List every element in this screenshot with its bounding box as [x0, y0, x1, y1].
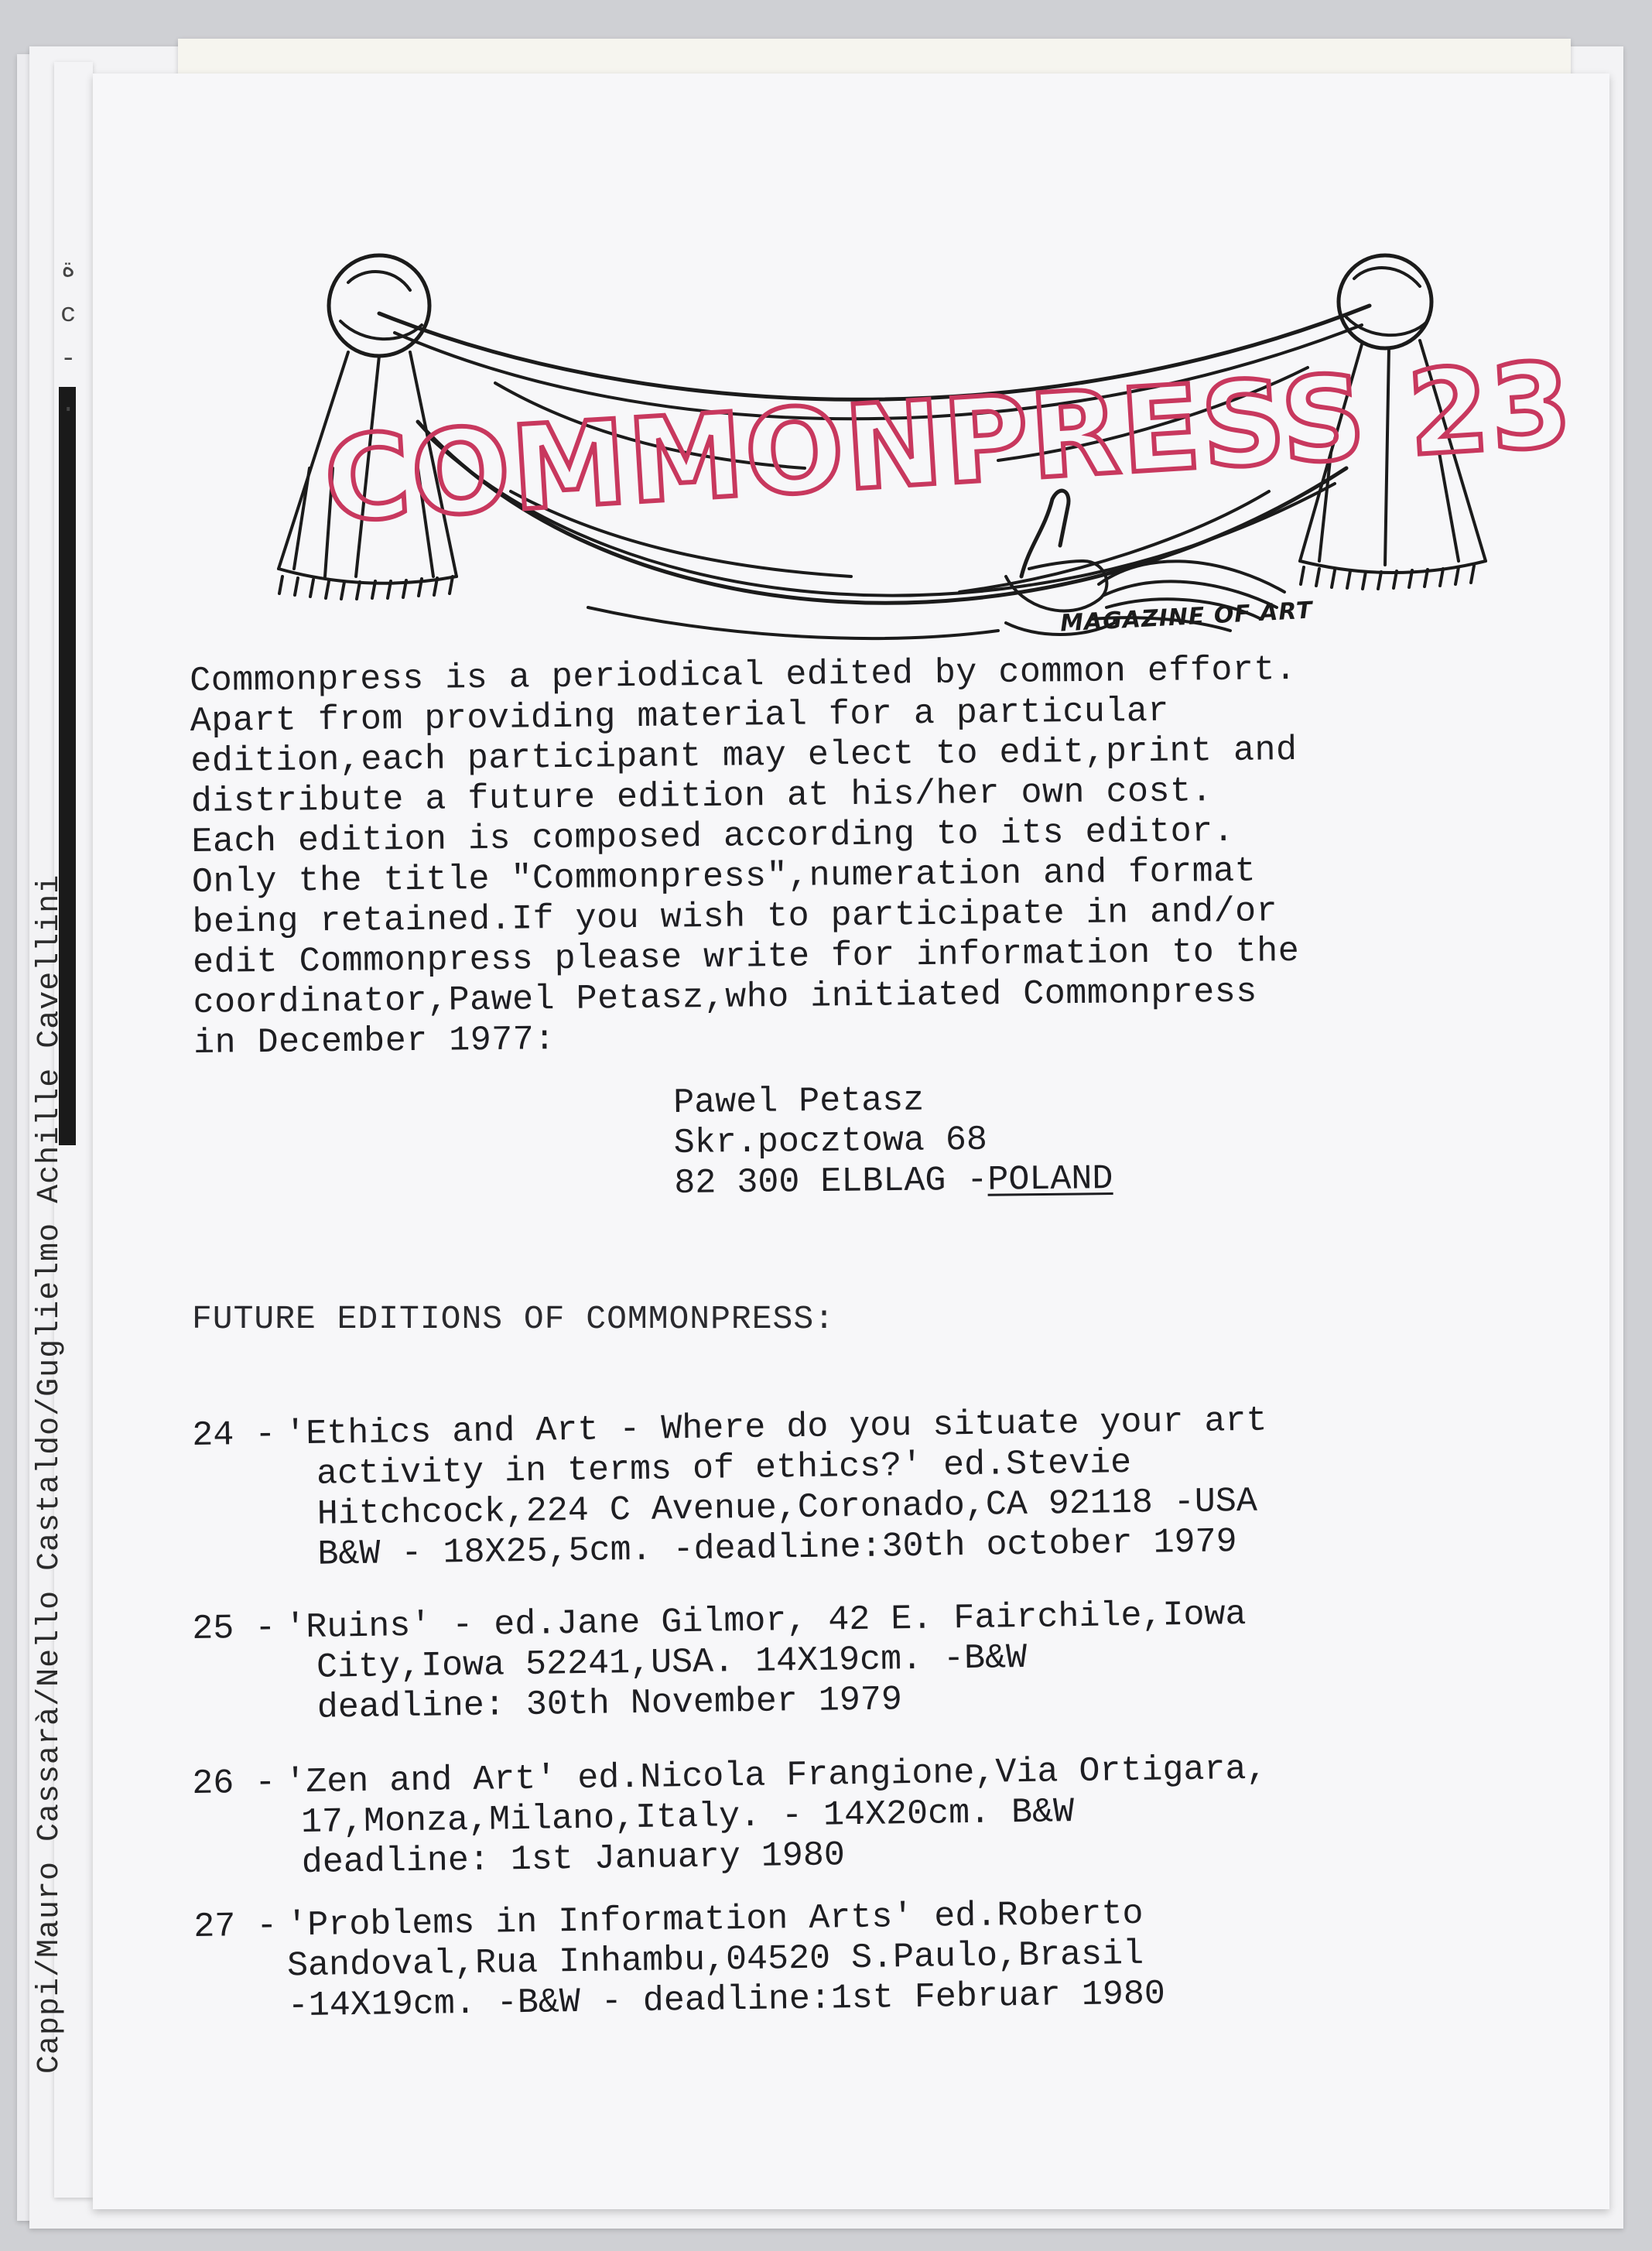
edition-line: B&W - 18X25,5cm. -deadline:30th october 1979 — [317, 1522, 1237, 1575]
intro-line: distribute a future edition at his/her own cost. — [190, 771, 1213, 822]
intro-line: in December 1977: — [193, 1020, 556, 1063]
intro-line: Each edition is composed according to its editor. — [191, 811, 1235, 862]
address-city — [674, 1159, 1113, 1204]
future-editions-heading: FUTURE EDITIONS OF COMMONPRESS: — [192, 1300, 835, 1338]
edition-line: 'Zen and Art' ed.Nicola Frangione,Via Ortigara, — [284, 1749, 1267, 1803]
intro-paragraph — [190, 650, 1301, 1064]
intro-line: Commonpress is a periodical edited by common effort. — [190, 650, 1297, 701]
spine-text: Cappi/Mauro Cassarà/Nello Castaldo/Guglielmo Achille Cavellini — [32, 874, 67, 2074]
intro-line: edit Commonpress please write for information to the — [192, 932, 1300, 983]
address-country: POLAND — [987, 1159, 1113, 1200]
edition-body — [284, 1401, 1269, 1575]
logo-tagline: MAGAZINE OF ART — [1059, 597, 1314, 638]
edition-line: -14X19cm. -B&W - deadline:1st Februar 1980 — [287, 1974, 1166, 2027]
logo-title: COMMONPRESS 23 — [320, 337, 1577, 549]
edition-number: 27 - — [193, 1906, 278, 1947]
intro-line: Apart from providing material for a particular — [190, 691, 1170, 741]
spine-mark: . — [60, 390, 77, 419]
intro-line: coordinator,Pawel Petasz,who initiated Commonpress — [193, 972, 1258, 1023]
spine-mark: ة — [60, 255, 77, 285]
edition-line: activity in terms of ethics?' ed.Stevie — [316, 1443, 1132, 1494]
edition-line: City,Iowa 52241,USA. 14X19cm. -B&W — [316, 1637, 1028, 1688]
intro-line: edition,each participant may elect to edit,print and — [190, 730, 1298, 782]
edition-line: 'Ethics and Art - Where do you situate your art — [284, 1401, 1267, 1455]
main-page — [93, 74, 1609, 2209]
address-city-prefix: 82 300 ELBLAG - — [674, 1160, 988, 1203]
edition-body — [284, 1594, 1247, 1729]
edition-line: Sandoval,Rua Inhambu,04520 S.Paulo,Brasil — [286, 1934, 1144, 1986]
spine-marks — [60, 248, 84, 427]
coordinator-address — [673, 1079, 1113, 1204]
edition-body — [284, 1749, 1268, 1883]
intro-line: Only the title "Commonpress",numeration and format — [191, 851, 1257, 902]
edition-line: deadline: 1st January 1980 — [301, 1835, 846, 1883]
edition-line: deadline: 30th November 1979 — [316, 1680, 903, 1728]
address-street: Skr.pocztowa 68 — [673, 1120, 988, 1163]
spine-mark: - — [60, 345, 77, 375]
edition-number: 25 - — [192, 1608, 276, 1649]
edition-line: 17,Monza,Milano,Italy. - 14X20cm. B&W — [300, 1792, 1075, 1843]
intro-line: being retained.If you wish to participate in and/or — [192, 891, 1278, 942]
spine-mark: c — [60, 300, 77, 330]
edition-line: 'Ruins' - ed.Jane Gilmor, 42 E. Fairchile,Iowa — [284, 1594, 1247, 1648]
edition-line: Hitchcock,224 C Avenue,Coronado,CA 92118 -USA — [316, 1481, 1258, 1534]
address-name: Pawel Petasz — [673, 1080, 925, 1123]
edition-line: 'Problems in Information Arts' ed.Roberto — [286, 1894, 1144, 1946]
edition-body — [286, 1894, 1166, 2027]
edition-number: 24 - — [192, 1415, 276, 1456]
edition-number: 26 - — [192, 1763, 276, 1804]
